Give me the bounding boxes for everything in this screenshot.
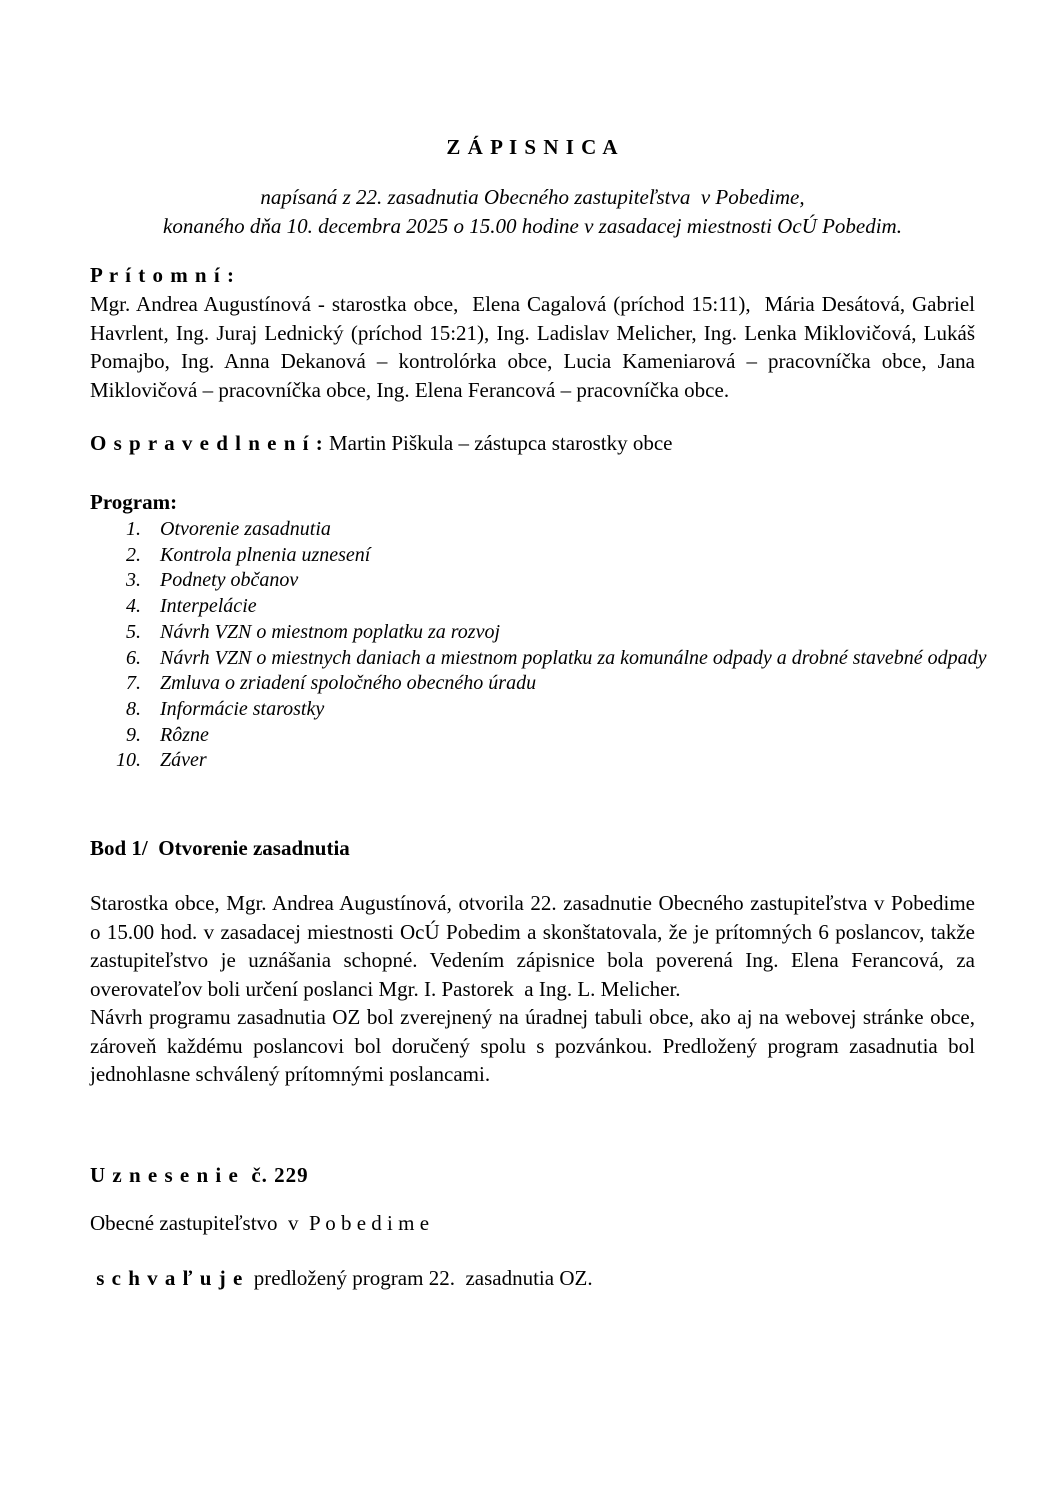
program-item-text: Záver [160,749,207,772]
bod1-paragraph-1: Starostka obce, Mgr. Andrea Augustínová, otvorila 22. zasadnutie Obecného zastupiteľstva v Pobedime o 15.00 hod. v zasadacej miestnosti OcÚ Pobedim a skonštatovala, že je prítomných 6 poslancov, takže zastupiteľstvo je uznášania schopné. Vedením zápisnice bola poverená Ing. Elena Ferancová, za overovateľov boli určení poslanci Mgr. I. Pastorek a Ing. L. Melicher. [90,891,975,1001]
program-item [90,723,975,749]
present-heading: P r í t o m n í : [90,263,235,287]
program-list [90,517,987,774]
program-item-number: 4. [126,595,141,618]
program-item-text: Informácie starostky [160,697,325,720]
bod1-paragraph-2: Návrh programu zasadnutia OZ bol zverejnený na úradnej tabuli obce, ako aj na webovej stránke obce, zároveň každému poslancovi bol doručený spolu s pozvánkou. Predložený program zasadnutia bol jednohlasne schválený prítomnými poslancami. [90,1005,975,1087]
resolution-approves-line [90,1264,975,1293]
program-item [90,568,975,594]
excused-text: Martin Piškula – zástupca starostky obce [323,431,673,455]
section-heading-bod1: Bod 1/ Otvorenie zasadnutia [90,836,350,861]
document-title: Z Á P I S N I C A [446,135,619,159]
program-item-number: 5. [126,620,141,643]
program-item [90,594,975,620]
program-item-text: Návrh VZN o miestnych daniach a miestnom poplatku za komunálne odpady a drobné stavebné odpady [160,646,987,669]
program-item [90,697,975,723]
program-item [90,671,975,697]
program-item [90,517,975,543]
approves-text: predložený program 22. zasadnutia OZ. [243,1265,593,1290]
program-item-text: Návrh VZN o miestnom poplatku za rozvoj [160,620,501,643]
program-item [90,748,975,774]
resolution-heading: U z n e s e n i e č. 229 [90,1162,309,1187]
program-item-text: Podnety občanov [160,569,299,592]
subtitle [90,183,975,241]
program-item-number: 9. [126,723,141,746]
subtitle-line-2: konaného dňa 10. decembra 2025 o 15.00 hodine v zasadacej miestnosti OcÚ Pobedim. [163,214,902,238]
program-item-number: 8. [126,697,141,720]
program-item-text: Kontrola plnenia uznesení [160,543,371,566]
program-item-text: Zmluva o zriadení spoločného obecného úradu [160,672,537,695]
program-item-text: Otvorenie zasadnutia [160,518,331,540]
program-item-number: 6. [126,646,141,669]
subtitle-line-1: napísaná z 22. zasadnutia Obecného zastupiteľstva v Pobedime, [260,185,805,209]
program-item [90,646,987,672]
excused-heading: O s p r a v e d l n e n í : [90,431,324,455]
program-item-number: 2. [126,543,141,566]
program-item-number: 10. [116,749,141,772]
present-text: Mgr. Andrea Augustínová - starostka obce, Elena Cagalová (príchod 15:11), Mária Desátová, Gabriel Havrlent, Ing. Juraj Lednický (príchod 15:21), Ing. Ladislav Melicher, Ing. Lenka Miklovičová, Lukáš Pomajbo, Ing. Anna Dekanová – kontrolórka obce, Lucia Kameniarová – pracovníčka obce, Jana Miklovičová – pracovníčka obce, Ing. Elena Ferancová – pracovníčka obce. [90,292,975,402]
program-item [90,620,975,646]
program-item [90,543,975,569]
approves-verb: s c h v a ľ u j e [90,1265,244,1290]
program-heading: Program: [90,490,178,514]
program-item-number: 1. [126,518,141,540]
excused-line [90,429,975,458]
program-item-text: Rôzne [160,723,209,746]
resolution-council-line: Obecné zastupiteľstvo v P o b e d i m e [90,1210,430,1235]
program-item-number: 3. [126,569,141,592]
program-item-number: 7. [126,672,141,695]
program-item-text: Interpelácie [160,595,257,618]
